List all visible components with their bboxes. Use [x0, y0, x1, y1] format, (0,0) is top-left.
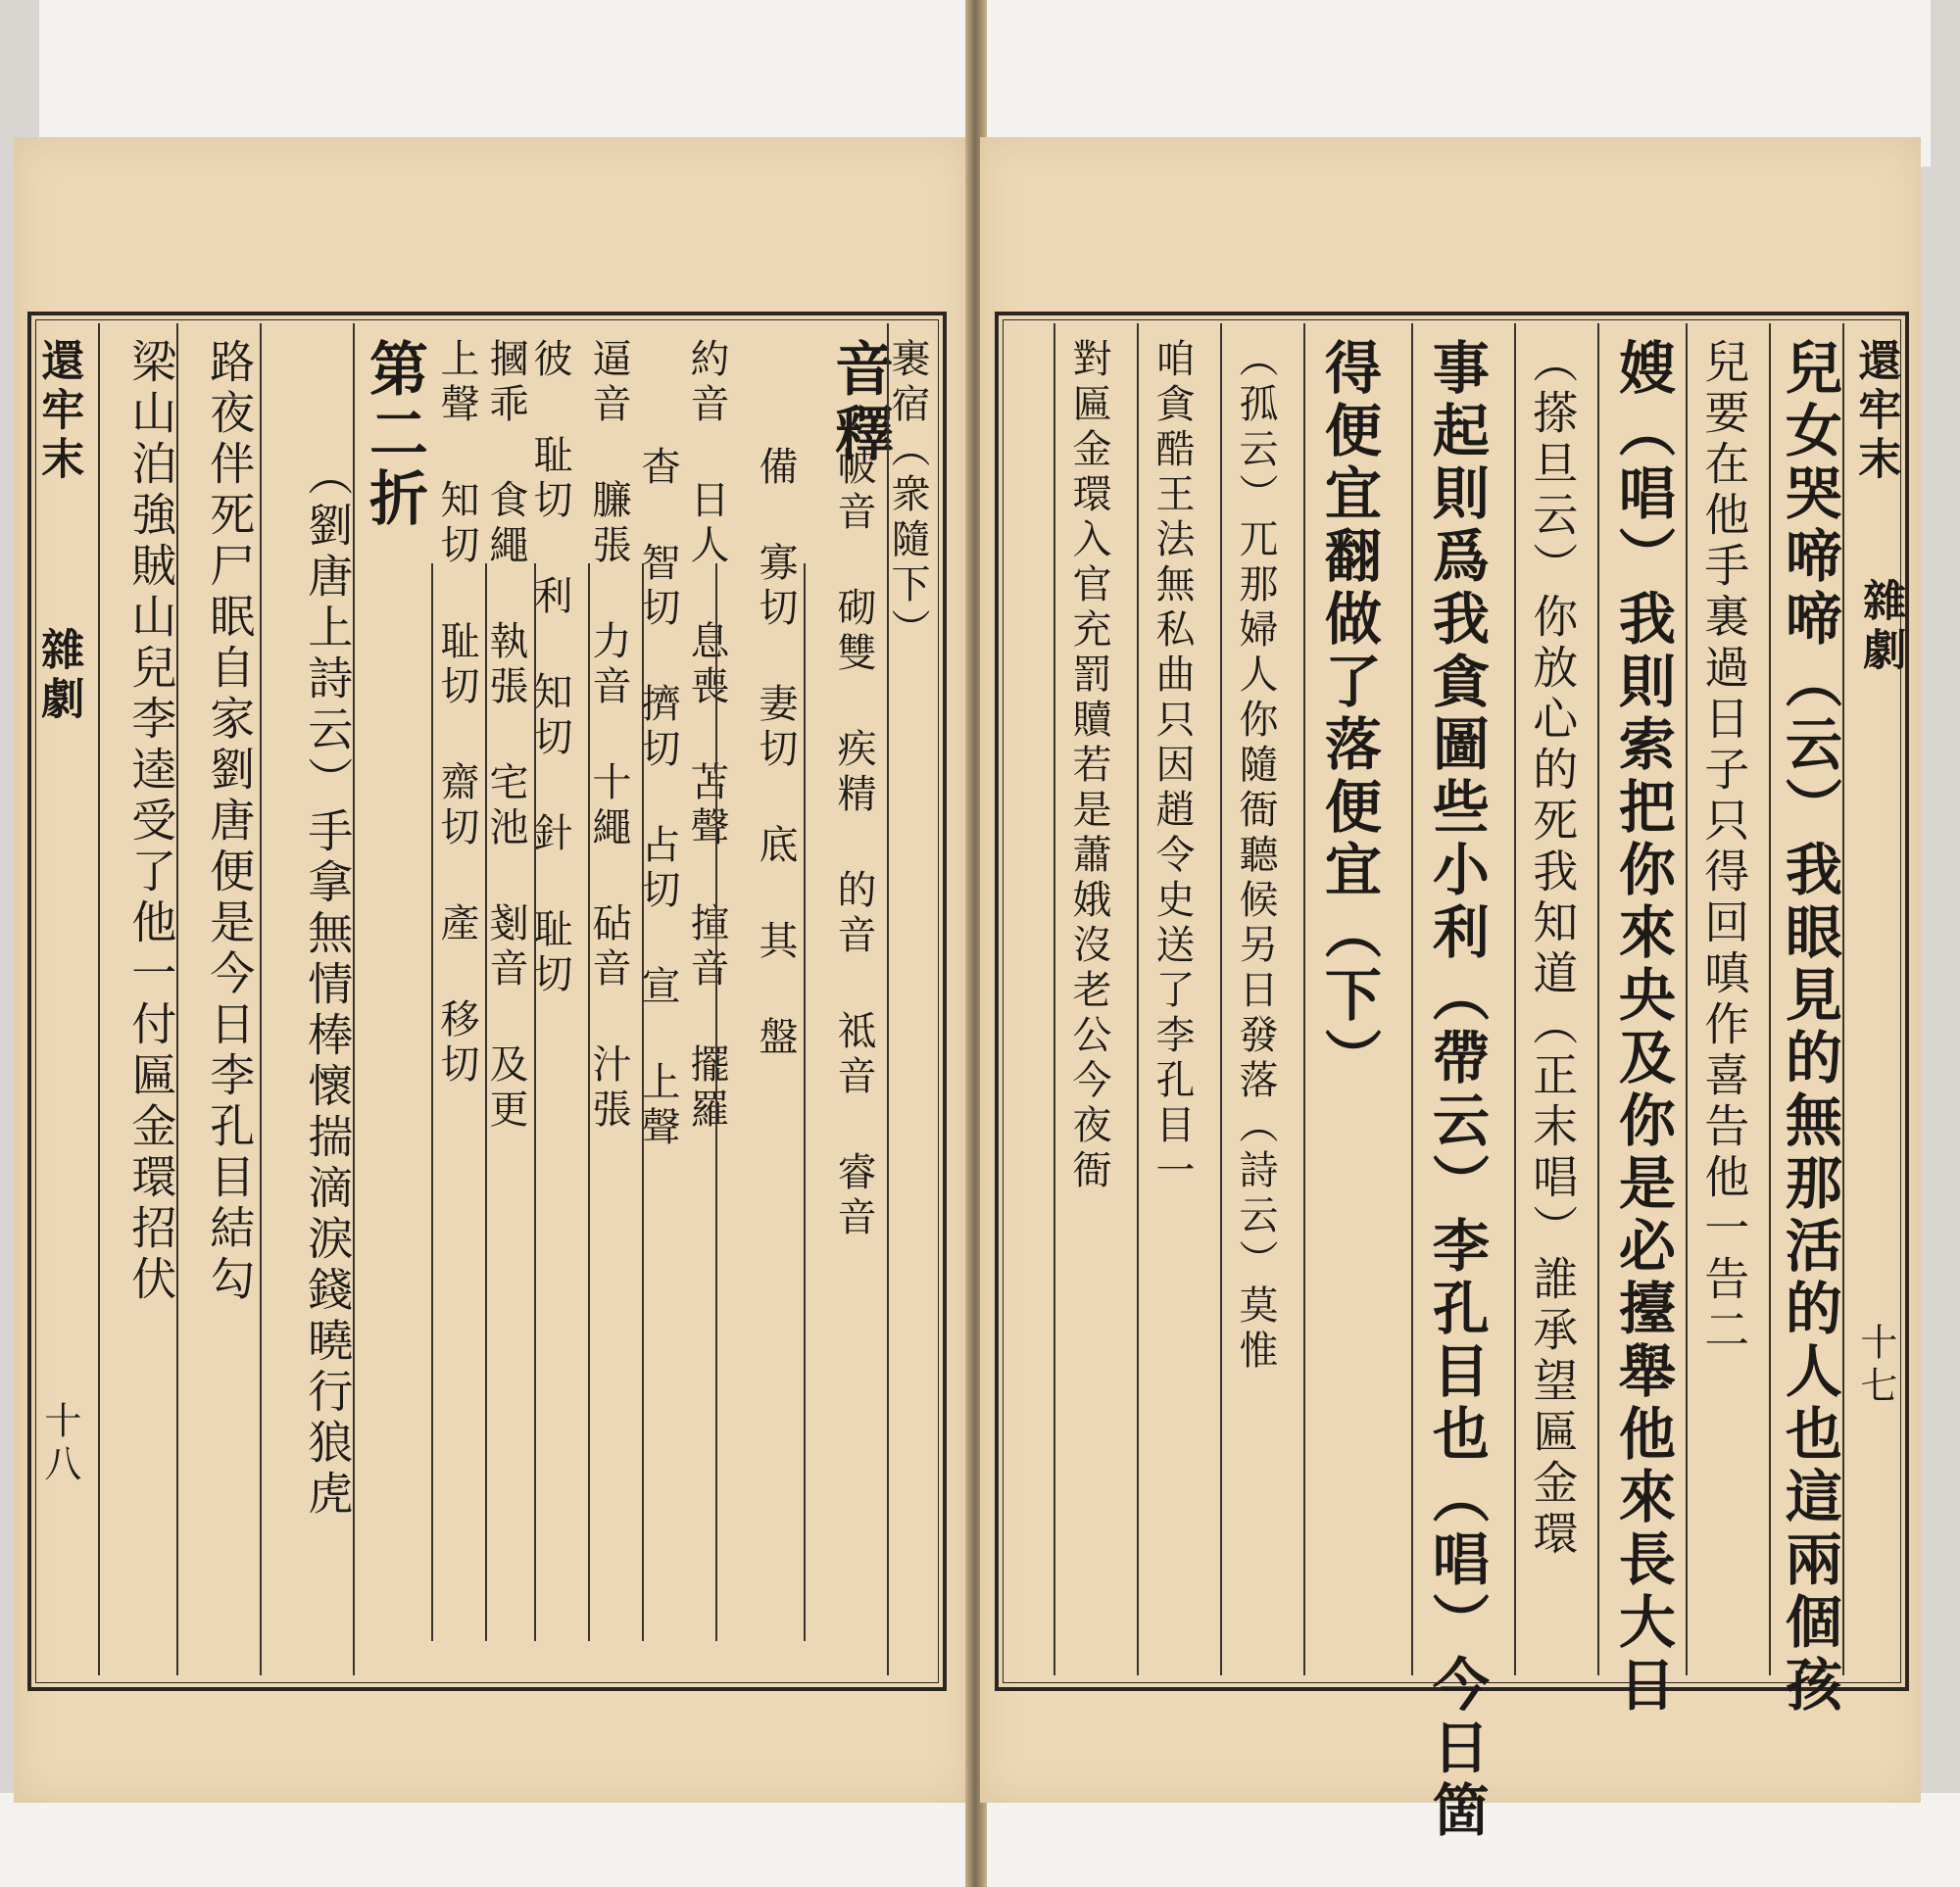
- left-margin-title: 還牢末: [33, 338, 84, 485]
- left-col-4: 備 寡切 妻切 底 其 盤: [753, 446, 798, 1061]
- left-col-rule-3: [715, 563, 717, 1641]
- left-col-rule-4: [642, 563, 644, 1641]
- left-col-rule-9: [353, 323, 355, 1675]
- left-col-3: 帔音 砌雙 疾精 的音 祗音 睿音: [831, 446, 876, 1241]
- left-col-9: 摑乖 食繩 執張 宅池 剗音 及更: [483, 338, 528, 1134]
- right-col-rule-6: [1303, 323, 1305, 1675]
- left-col-10: 上聲 知切 耻切 齋切 產 移切: [434, 338, 479, 1089]
- right-col-rule-4: [1514, 323, 1516, 1675]
- right-col-5: 事起則爲我貪圖些小利（帶云）李孔目也（唱）今日箇: [1422, 338, 1490, 1843]
- left-col-rule-7: [485, 563, 487, 1641]
- left-col-6: 杳 智切 擠切 占切 宣 上聲: [635, 446, 680, 1151]
- left-col-8: 彼 耻切 利 知切 針 耻切: [527, 338, 572, 998]
- left-col-7: 逼音 臁張 力音 十繩 砧音 汁張: [586, 338, 631, 1134]
- left-act-heading: 第二折: [360, 338, 428, 532]
- right-col-2: 兒要在他手裏過日子只得回嗔作喜告他一告二: [1697, 338, 1751, 1357]
- right-col-8: 咱貪酷王法無私曲只因趙令史送了李孔目一: [1150, 338, 1195, 1194]
- right-col-1: 兒女哭啼啼（云）我眼見的無那活的人也這兩個孩: [1775, 338, 1842, 1718]
- left-margin-rule: [98, 323, 100, 1675]
- right-col-6: 得便宜翻做了落便宜（下）: [1314, 338, 1382, 1090]
- right-margin-section: 雜劇: [1855, 578, 1906, 676]
- right-col-rule-2: [1686, 323, 1688, 1675]
- right-col-rule-5: [1411, 323, 1413, 1675]
- left-col-13: 梁山泊強賊山兒李逵受了他一付匾金環招伏: [124, 338, 178, 1306]
- right-col-rule-8: [1137, 323, 1139, 1675]
- right-col-4: （搽旦云）你放心的死我知道（正末唱）誰承望匾金環: [1526, 338, 1580, 1561]
- right-margin-title: 還牢末: [1850, 338, 1901, 485]
- right-col-rule-1: [1769, 323, 1771, 1675]
- left-col-rule-5: [588, 563, 590, 1641]
- left-col-rule-8: [431, 563, 433, 1641]
- right-col-9: 對匾金環入官充罰贖若是蕭娥沒老公今夜衙: [1066, 338, 1111, 1194]
- left-col-1: 裹宿（衆隨下）: [885, 338, 930, 653]
- left-col-rule-1: [887, 323, 889, 1675]
- right-col-rule-7: [1220, 323, 1222, 1675]
- left-col-5: 約音 日人 息喪 苫聲 揎音 擺羅: [684, 338, 729, 1134]
- right-margin-rule: [1842, 323, 1844, 1675]
- left-col-12: 路夜伴死尸眠自家劉唐便是今日李孔目結勾: [203, 338, 257, 1306]
- right-folio-number: 十七: [1853, 1323, 1897, 1409]
- left-col-rule-11: [176, 323, 178, 1675]
- left-margin-section: 雜劇: [33, 627, 84, 725]
- left-col-rule-6: [534, 563, 536, 1641]
- left-col-2-heading: 音釋: [825, 338, 894, 467]
- right-col-3: 嫂（唱）我則索把你來央及你是必擡舉他來長大日: [1608, 338, 1676, 1718]
- right-col-7: （孤云）兀那婦人你隨衙聽候另日發落（詩云）莫惟: [1233, 338, 1278, 1375]
- right-col-rule-3: [1597, 323, 1599, 1675]
- left-col-rule-2: [804, 563, 806, 1641]
- right-col-rule-9: [1054, 323, 1055, 1675]
- left-col-rule-10: [260, 323, 262, 1675]
- left-folio-number: 十八: [37, 1401, 81, 1487]
- left-col-11: （劉唐上詩云）手拿無情棒懷揣滴淚錢曉行狼虎: [301, 451, 355, 1521]
